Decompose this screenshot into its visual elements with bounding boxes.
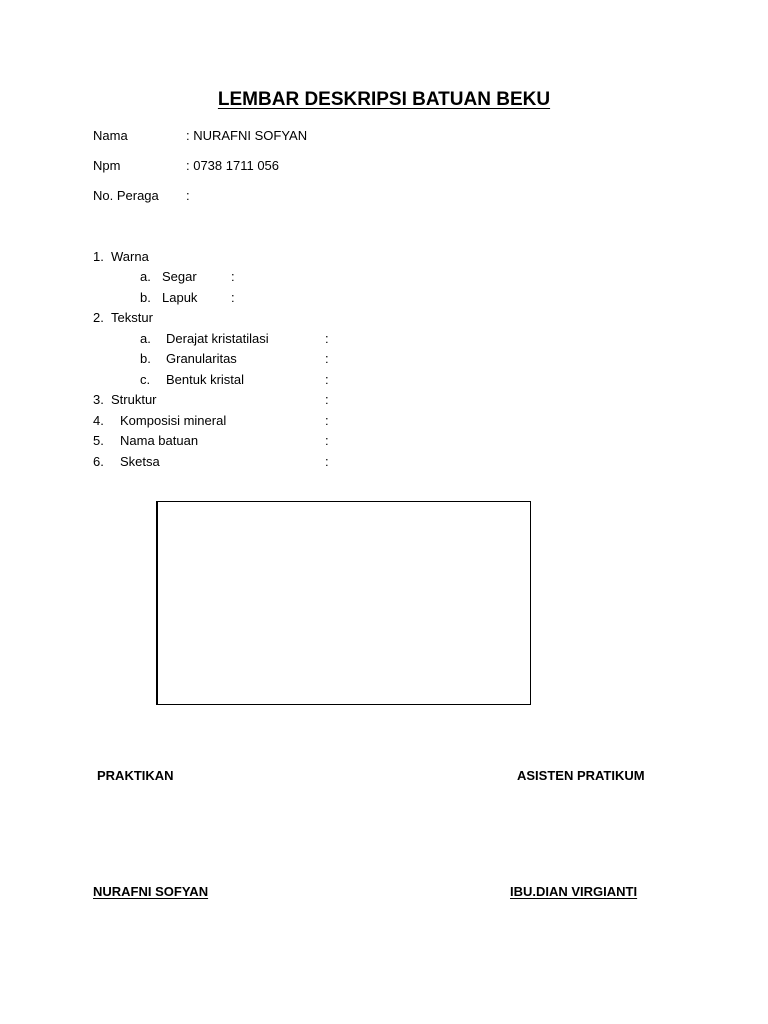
sub-lapuk-colon: : <box>231 290 235 305</box>
item-komposisi-colon: : <box>325 413 329 428</box>
item-sketsa-label: Sketsa <box>120 454 160 469</box>
item-sketsa-number: 6. <box>93 454 104 469</box>
sub-granularitas-colon: : <box>325 351 329 366</box>
item-warna-number: 1. <box>93 249 104 264</box>
item-sketsa-colon: : <box>325 454 329 469</box>
sub-segar-colon: : <box>231 269 235 284</box>
sub-granularitas-label: Granularitas <box>166 351 237 366</box>
item-nama-batuan-number: 5. <box>93 433 104 448</box>
item-komposisi-label: Komposisi mineral <box>120 413 227 428</box>
item-struktur-number: 3. <box>93 392 104 407</box>
page-title-text: LEMBAR DESKRIPSI BATUAN BEKU <box>217 89 551 110</box>
peraga-label: No. Peraga <box>93 188 159 203</box>
npm-value: : 0738 1711 056 <box>186 158 280 173</box>
sub-bentuk-letter: c. <box>140 372 151 387</box>
page-title <box>0 88 768 112</box>
item-nama-batuan-label: Nama batuan <box>120 433 199 448</box>
sub-granularitas-letter: b. <box>140 351 151 366</box>
sub-derajat-colon: : <box>325 331 329 346</box>
asisten-role: ASISTEN PRATIKUM <box>517 768 645 783</box>
item-komposisi-number: 4. <box>93 413 104 428</box>
sub-lapuk-letter: b. <box>140 290 151 305</box>
item-tekstur-label: Tekstur <box>111 310 153 325</box>
item-warna-label: Warna <box>111 249 149 264</box>
sub-bentuk-colon: : <box>325 372 329 387</box>
sub-derajat-label: Derajat kristatilasi <box>166 331 269 346</box>
sub-segar-letter: a. <box>140 269 151 284</box>
npm-label: Npm <box>93 158 121 173</box>
nama-label: Nama <box>93 128 128 143</box>
sub-lapuk-label: Lapuk <box>162 290 198 305</box>
sketch-box <box>156 501 531 705</box>
nama-value: : NURAFNI SOFYAN <box>186 128 308 143</box>
sub-bentuk-label: Bentuk kristal <box>166 372 245 387</box>
item-struktur-colon: : <box>325 392 329 407</box>
praktikan-name: NURAFNI SOFYAN <box>93 884 209 899</box>
item-tekstur-number: 2. <box>93 310 104 325</box>
item-struktur-label: Struktur <box>111 392 157 407</box>
sub-segar-label: Segar <box>162 269 197 284</box>
peraga-value: : <box>186 188 190 203</box>
item-nama-batuan-colon: : <box>325 433 329 448</box>
sub-derajat-letter: a. <box>140 331 151 346</box>
asisten-name: IBU.DIAN VIRGIANTI <box>510 884 638 899</box>
praktikan-role: PRAKTIKAN <box>97 768 174 783</box>
